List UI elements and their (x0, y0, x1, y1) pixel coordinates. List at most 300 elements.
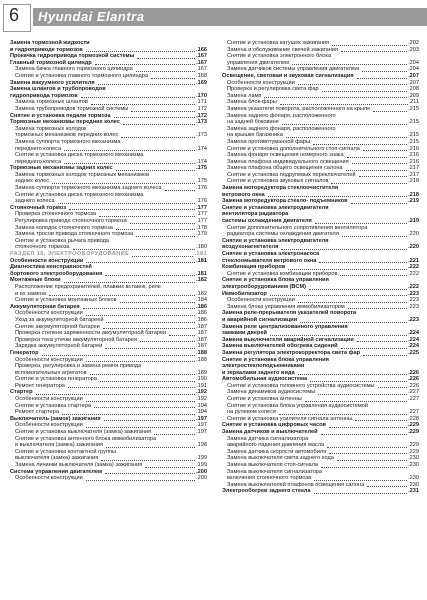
toc-entry (222, 159, 419, 166)
toc-entry-title: Особенности конструкции (15, 356, 83, 363)
toc-entry (10, 238, 207, 245)
dot-leader (49, 295, 195, 296)
toc-page-number: .221 (408, 257, 419, 264)
toc-entry (10, 211, 207, 218)
toc-entry-title: Снятие и установка подрулевых переключателей (227, 171, 356, 178)
toc-left-column (10, 40, 207, 482)
toc-entry (222, 139, 419, 146)
toc-entry-title: переднего колеса (15, 145, 62, 152)
toc-page-number: .187 (196, 343, 207, 350)
dot-leader (288, 269, 407, 270)
dot-leader (329, 427, 407, 428)
toc-page-number: .179 (196, 231, 207, 238)
toc-page-number: .219 (408, 218, 419, 225)
toc-page-number: .211 (408, 99, 419, 106)
toc-page-number: .188 (196, 349, 207, 356)
toc-entry (222, 152, 419, 159)
toc-page-number: .181 (196, 270, 207, 277)
toc-entry (10, 284, 207, 291)
toc-entry-heading (222, 343, 419, 350)
toc-entry-title: Расположение предохранителей, плавких вставок, реле (15, 283, 161, 290)
toc-entry-title: Выключатель (замок) зажигания (10, 415, 101, 422)
dot-leader (120, 302, 195, 303)
toc-page-number: .224 (408, 336, 419, 343)
toc-page-number: .199 (196, 462, 207, 468)
dot-leader (154, 434, 195, 435)
toc-entry-title: Замена личинки выключателя (замка) зажигания (15, 462, 143, 468)
toc-page-number: .194 (196, 402, 207, 409)
toc-page-number: .192 (196, 396, 207, 403)
toc-entry-heading (222, 310, 419, 317)
toc-entry-title: выключателя (замка) зажигания (15, 455, 99, 462)
toc-page-number: .227 (408, 409, 419, 416)
toc-entry-heading (222, 284, 419, 291)
toc-entry (222, 231, 419, 238)
toc-entry-title: Замена датчика сигнализатора (227, 435, 309, 442)
dot-leader (99, 216, 195, 217)
toc-entry-heading (222, 317, 419, 324)
toc-entry-title: Замена противотуманной фары (227, 138, 311, 145)
dot-leader (132, 256, 193, 257)
toc-entry-heading (10, 86, 207, 93)
toc-entry-title: Снятие и установка антенного блока иммобилизатора (15, 435, 157, 442)
dot-leader (169, 335, 195, 336)
toc-page-number: .197 (196, 415, 207, 422)
toc-entry-title: управления двигателем (227, 59, 289, 66)
toc-page-number: .199 (196, 455, 207, 462)
toc-entry-title: Тормозные механизмы задних колес (10, 165, 113, 172)
toc-page-number: .203 (408, 46, 419, 53)
toc-entry-title: Снятие и установка звуковых сигналов (227, 178, 329, 185)
toc-entry-title: включения стояночного тормоза (227, 475, 312, 482)
toc-page-number: .177 (196, 211, 207, 218)
toc-entry (10, 291, 207, 298)
toc-entry-heading (222, 192, 419, 199)
toc-entry-title: радиатора системы охлаждения двигателя (227, 231, 339, 238)
toc-entry (10, 442, 207, 449)
toc-page-number: .192 (196, 389, 207, 396)
toc-entry-title: Замена выключателя сигнализатора (227, 468, 323, 475)
toc-page-number: .229 (408, 422, 419, 429)
toc-entry (10, 159, 207, 166)
dot-leader (137, 58, 195, 59)
toc-entry-title: Замена реле-прерывателя указателей поворота (222, 310, 357, 317)
page-header (0, 0, 427, 32)
toc-page-number: .216 (408, 158, 419, 165)
dot-leader (42, 355, 195, 356)
toc-page-number: .222 (408, 283, 419, 290)
dot-leader (86, 361, 195, 362)
dot-leader (121, 137, 195, 138)
toc-entry-title: Система управления двигателем (10, 468, 103, 475)
toc-entry-title: Замена указателя поворота, расположенного на крыле (227, 105, 371, 112)
toc-page-number: .167 (196, 53, 207, 60)
toc-entry-heading (10, 93, 207, 100)
toc-entry-title: Снятие и установка блока управления аудиосистемой (227, 402, 368, 409)
dot-leader (337, 460, 407, 461)
toc-entry-title: Замена тормозных шлангов (15, 99, 88, 106)
toc-entry (222, 40, 419, 47)
toc-entry-title: Замена моторедуктора стеклоочистителя (222, 185, 339, 192)
toc-entry-title: Замена тормозных колодок тормозных механизмов (15, 171, 150, 178)
toc-entry (10, 436, 207, 443)
toc-entry (10, 317, 207, 324)
dot-leader (327, 447, 407, 448)
toc-entry-title: воздухонагнетателя (222, 244, 279, 251)
toc-entry (222, 53, 419, 60)
toc-entry-heading (10, 304, 207, 311)
dot-leader (352, 163, 407, 164)
toc-entry-title: Снятие и установка электродвигателя (222, 204, 329, 211)
toc-entry-heading (10, 389, 207, 396)
toc-entry-title: Замена тормозных колодок (15, 125, 87, 132)
toc-entry-title: Замена и обслуживание свечей зажигания (227, 46, 338, 53)
toc-entry-heading (222, 264, 419, 271)
dot-leader (86, 480, 195, 481)
toc-page-number: .226 (408, 369, 419, 376)
toc-page-number: .227 (408, 396, 419, 403)
toc-entry-heading (222, 429, 419, 436)
toc-entry-title: Снятие и установка электродвигателя (222, 237, 329, 244)
toc-page-number: .177 (196, 218, 207, 225)
toc-entry-title: электрооборудованием (BCM) (222, 283, 306, 290)
toc-page-number: .173 (196, 132, 207, 139)
toc-entry-heading (222, 376, 419, 383)
toc-page-number: .204 (408, 66, 419, 73)
toc-entry-title: Стартер (10, 389, 33, 396)
toc-page-number: .227 (408, 389, 419, 396)
toc-entry (10, 146, 207, 153)
toc-entry-title: Снятие и установка дополнительного стоп-сигнала (227, 145, 360, 152)
toc-entry (10, 126, 207, 133)
toc-entry-title: Особенности конструкции (15, 422, 83, 429)
toc-page-number: .207 (408, 79, 419, 86)
toc-entry (222, 297, 419, 304)
dot-leader (165, 190, 195, 191)
dot-leader (321, 434, 407, 435)
toc-page-number: .182 (196, 290, 207, 297)
toc-entry-title: Монтажные блоки (10, 277, 61, 284)
toc-entry-heading (10, 205, 207, 212)
toc-entry-heading (10, 60, 207, 67)
toc-page-number: .223 (408, 316, 419, 323)
toc-page-number: .218 (408, 178, 419, 185)
toc-entry-title: электростеклоподъемниками (222, 363, 305, 370)
dot-leader (131, 111, 195, 112)
dot-leader (62, 414, 195, 415)
toc-page-number: .217 (408, 165, 419, 172)
toc-entry-heading (10, 113, 207, 120)
toc-page-number: .198 (196, 442, 207, 449)
dot-leader (64, 163, 195, 164)
toc-entry-title: Снятие и установка головного устройства аудиосистемы (227, 382, 375, 389)
dot-leader (279, 414, 407, 415)
dot-leader (58, 203, 195, 204)
toc-entry-heading (222, 291, 419, 298)
toc-entry-title: Проверка тока утечки аккумуляторной батареи (15, 336, 138, 343)
toc-entry (10, 475, 207, 482)
toc-entry (222, 132, 419, 139)
toc-page-number: .204 (408, 59, 419, 66)
toc-entry (10, 152, 207, 159)
toc-entry-title: и их замена (15, 290, 46, 297)
toc-entry-title: Замена выключателей плафонов освещения салона (227, 481, 365, 488)
book-title: Hyundai Elantra (38, 9, 145, 24)
dot-leader (378, 387, 407, 388)
toc-page-number: .220 (408, 231, 419, 238)
toc-entry-heading (222, 330, 419, 337)
dot-leader (341, 51, 407, 52)
toc-entry-title: системы охлаждения двигателя (222, 218, 312, 225)
toc-page-number: .229 (408, 448, 419, 455)
dot-leader (292, 64, 407, 65)
toc-entry-heading (222, 211, 419, 218)
toc-entry (222, 225, 419, 232)
toc-entry-title: Снятие аккумуляторной батареи (15, 323, 100, 330)
toc-entry (10, 343, 207, 350)
dot-leader (136, 236, 195, 237)
toc-entry (10, 244, 207, 251)
toc-entry-title: вспомогательных агрегатов (15, 369, 87, 376)
toc-entry-title: Замена заднего фонаря, расположенного (227, 112, 336, 119)
toc-entry-heading (10, 264, 207, 271)
dot-leader (81, 97, 195, 98)
toc-entry (10, 139, 207, 146)
toc-page-number: .186 (196, 310, 207, 317)
toc-page-number: .216 (408, 152, 419, 159)
toc-entry (222, 126, 419, 133)
dot-leader (69, 209, 195, 210)
toc-entry-title: Замена трубопроводов тормозной системы (15, 105, 129, 112)
toc-entry-title: Замена выключателя стоп-сигнала (227, 462, 319, 468)
toc-entry-title: Проверка и регулировка света фар (227, 86, 319, 93)
dot-leader (136, 71, 195, 72)
dot-leader (145, 467, 195, 468)
toc-page-number: .217 (408, 171, 419, 178)
toc-entry-heading (10, 119, 207, 126)
dot-leader (95, 64, 195, 65)
dot-leader (359, 176, 407, 177)
toc-entry (10, 370, 207, 377)
toc-entry-title: Замена выключателей обогрева сидений (222, 343, 338, 350)
dot-leader (329, 453, 407, 454)
toc-page-number: .224 (408, 330, 419, 337)
toc-entry (222, 389, 419, 396)
toc-page-number: .225 (408, 349, 419, 356)
dot-leader (64, 282, 195, 283)
dot-leader (314, 480, 407, 481)
dot-leader (104, 420, 195, 421)
toc-entry-title: Главный тормозной цилиндр (10, 59, 92, 66)
toc-entry-title: Замена бачка главного тормозного цилиндра (15, 66, 133, 73)
toc-entry-title: Снятие и установка главного тормозного цилиндра (15, 72, 149, 79)
toc-entry-title: Проверка, регулировка и замена ремня привода (15, 363, 142, 370)
toc-entry-title: Снятие и установка рычага привода (15, 237, 110, 244)
toc-entry (222, 409, 419, 416)
toc-page-number: .181 (194, 251, 207, 257)
toc-entry (10, 99, 207, 106)
toc-entry (222, 47, 419, 54)
toc-page-number: .220 (408, 244, 419, 251)
toc-page-number: .169 (196, 79, 207, 86)
dot-leader (363, 355, 407, 356)
toc-entry (222, 80, 419, 87)
toc-page-number: .175 (196, 178, 207, 185)
toc-entry-title: Тормозные механизмы передних колес (10, 119, 120, 126)
toc-entry-title: на рулевом колесе (227, 409, 277, 416)
toc-page-number: .200 (196, 475, 207, 482)
toc-page-number: .223 (408, 297, 419, 304)
dot-leader (318, 394, 407, 395)
toc-entry (222, 455, 419, 462)
toc-entry-title: РАЗДЕЛ 10. ЭЛЕКТРООБОРУДОВАНИЕ (10, 251, 130, 257)
toc-page-number: .228 (408, 415, 419, 422)
toc-entry (10, 185, 207, 192)
toc-entry-heading (222, 277, 419, 284)
toc-entry-title: Снятие и установка комбинации приборов (227, 270, 338, 277)
toc-page-number: .226 (408, 382, 419, 389)
dot-leader (322, 91, 407, 92)
toc-entry (222, 469, 419, 476)
toc-entry-title: Замена моторедуктора стекло- подъемников (222, 198, 348, 205)
toc-entry-heading (222, 185, 419, 192)
dot-leader (367, 486, 407, 487)
toc-entry-title: Снятие и установка педали тормоза (10, 112, 111, 119)
dot-leader (151, 78, 195, 79)
toc-entry-heading (222, 350, 419, 357)
dot-leader (342, 236, 407, 237)
toc-entry-title: Освещение, световая и звуковая сигнализация (222, 72, 354, 79)
toc-entry-title: Снятие и установка стартера (15, 402, 91, 409)
toc-entry-title: Особенности конструкции (15, 396, 83, 403)
dot-leader (270, 295, 407, 296)
dot-leader (346, 170, 407, 171)
toc-entry-title: Уход за аккумуляторной батареей (15, 316, 104, 323)
toc-entry-heading (222, 363, 419, 370)
dot-leader (351, 203, 407, 204)
toc-page-number: .175 (196, 165, 207, 172)
toc-entry-title: Автомобильная аудиосистема (222, 376, 308, 383)
toc-entry (222, 106, 419, 113)
toc-entry-title: Особенности конструкции (15, 475, 83, 482)
toc-page-number: .230 (408, 481, 419, 488)
toc-entry-heading (10, 40, 207, 47)
toc-entry-title: Замена выключателя аварийной сигнализации (222, 336, 354, 343)
toc-page-number: .187 (196, 330, 207, 337)
toc-page-number: .173 (196, 119, 207, 126)
dot-leader (100, 381, 195, 382)
toc-entry (222, 99, 419, 106)
toc-entry-title: Замена суппорта тормозного механизма заднего колеса (15, 185, 162, 192)
toc-entry (10, 66, 207, 73)
dot-leader (123, 124, 195, 125)
toc-page-number: .218 (408, 191, 419, 198)
toc-entry (222, 93, 419, 100)
toc-entry-heading (10, 53, 207, 60)
toc-entry-heading (10, 416, 207, 423)
toc-entry (222, 449, 419, 456)
toc-entry-title: Замена фонаря освещения номерного знака (227, 152, 344, 159)
toc-page-number: .215 (408, 132, 419, 139)
toc-page-number: .215 (408, 119, 419, 126)
toc-entry (10, 363, 207, 370)
dot-leader (73, 249, 195, 250)
toc-page-number: .229 (408, 442, 419, 449)
dot-leader (101, 460, 195, 461)
toc-entry (10, 310, 207, 317)
dot-leader (315, 223, 407, 224)
dot-leader (310, 381, 407, 382)
toc-entry-title: Электрообогрев заднего стекла (222, 488, 311, 495)
toc-entry-title: гидропривода тормозов (10, 92, 78, 99)
toc-page-number: .186 (196, 316, 207, 323)
dot-leader (305, 401, 407, 402)
dot-leader (298, 374, 407, 375)
toc-page-number: .174 (196, 145, 207, 152)
toc-entry-title: Иммобилизатор (222, 290, 267, 297)
dot-leader (314, 493, 407, 494)
toc-page-number: .208 (408, 86, 419, 93)
toc-entry-title: на крышке багажника (227, 132, 283, 139)
dot-leader (300, 322, 407, 323)
toc-page-number: .219 (408, 198, 419, 205)
dot-leader (105, 275, 195, 276)
toc-entry-title: тормозных механизмов передних колес (15, 132, 119, 139)
dot-leader (116, 229, 195, 230)
toc-page-number: .216 (408, 145, 419, 152)
toc-entry-title: Регулировка привода стояночного тормоза (15, 218, 127, 225)
toc-entry (10, 218, 207, 225)
toc-entry (10, 297, 207, 304)
toc-page-number: .166 (196, 46, 207, 53)
toc-entry-title: Особенности конструкции (227, 297, 295, 304)
dot-leader (319, 262, 407, 263)
toc-entry (222, 165, 419, 172)
toc-entry-title: Аккумуляторная батарея (10, 303, 80, 310)
toc-page-number: .224 (408, 343, 419, 350)
dot-leader (363, 150, 407, 151)
toc-entry-title: Снятие и установка диска тормозного механизма (15, 191, 144, 198)
dot-leader (268, 196, 407, 197)
toc-entry (222, 475, 419, 482)
toc-page-number: .172 (196, 112, 207, 119)
toc-entry (222, 442, 419, 449)
toc-entry-title: Снятие и установка диска тормозного механизма (15, 152, 144, 159)
toc-entry-heading (222, 357, 419, 364)
toc-entry-title: Замена выключателя света заднего хода (227, 455, 334, 462)
dot-leader (373, 111, 407, 112)
dot-leader (116, 170, 195, 171)
toc-page-number: .223 (408, 290, 419, 297)
dot-leader (270, 335, 407, 336)
toc-entry-heading (10, 165, 207, 172)
toc-entry-title: Замена плафона общего освещения салона (227, 165, 343, 172)
toc-entry-title: Замена плафона индивидуального освещения (227, 158, 349, 165)
dot-leader (357, 341, 407, 342)
toc-entry-title: Замена шлангов и трубопроводов (10, 86, 106, 93)
toc-page-number: .215 (408, 105, 419, 112)
toc-page-number: .186 (196, 303, 207, 310)
toc-entry-title: Замена ламп (227, 92, 262, 99)
toc-entry-title: задних колес (15, 178, 50, 185)
toc-entry-title: Замена датчика скорости автомобиля (227, 448, 327, 455)
toc-page-number: .187 (196, 323, 207, 330)
toc-entry-title: и зеркалами заднего вида (222, 369, 295, 376)
toc-page-number: .174 (196, 158, 207, 165)
toc-entry-heading (10, 469, 207, 476)
toc-entry-title: Прокачка гидропривода тормозной системы (10, 53, 135, 60)
toc-entry-heading (222, 238, 419, 245)
